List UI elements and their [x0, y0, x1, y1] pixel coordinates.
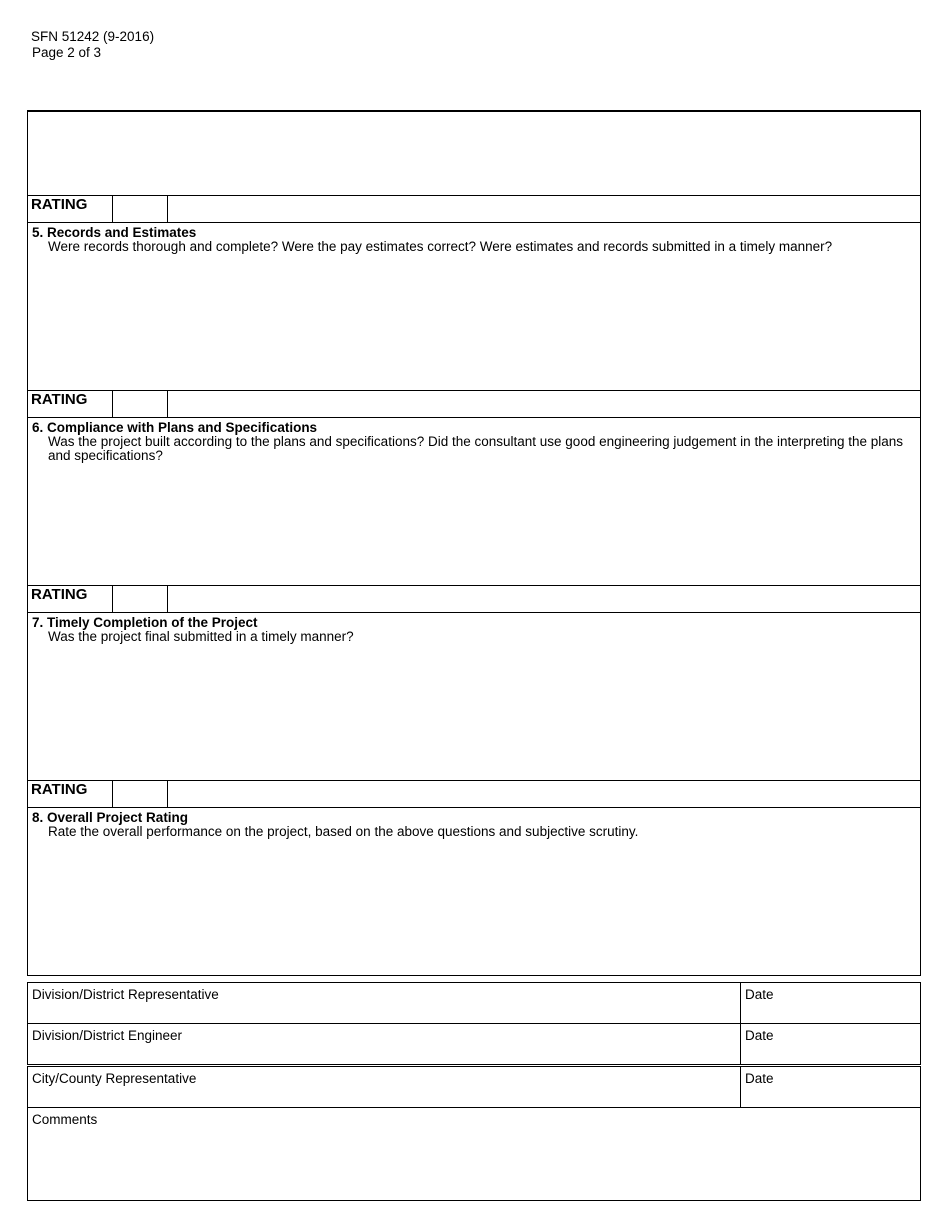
rating-row-section-7 — [27, 780, 921, 808]
date-label: Date — [745, 1071, 774, 1086]
section-question: Was the project built according to the plans and specifications? Did the consultant use good engineering judgement in the interpreting the plans and specifications? — [48, 434, 904, 463]
rating-input-section-5[interactable] — [112, 390, 168, 418]
date-label: Date — [745, 1028, 774, 1043]
rating-label: RATING — [31, 196, 88, 213]
section-title: 8. Overall Project Rating — [32, 810, 189, 825]
rating-label: RATING — [31, 586, 88, 603]
rating-label: RATING — [31, 391, 88, 408]
form-number: SFN 51242 (9-2016) — [31, 29, 155, 44]
signature-row-division-engineer[interactable] — [27, 1023, 921, 1065]
page-number: Page 2 of 3 — [32, 45, 102, 60]
section-timely-completion[interactable] — [27, 612, 921, 781]
section-title: 6. Compliance with Plans and Specifications — [32, 420, 318, 435]
date-label: Date — [745, 987, 774, 1002]
comments-label: Comments — [32, 1112, 98, 1127]
section-compliance-plans[interactable] — [27, 417, 921, 586]
section-records-estimates[interactable] — [27, 222, 921, 391]
rating-row-section-4 — [27, 195, 921, 223]
previous-section-answer-area[interactable] — [27, 110, 921, 196]
section-overall-rating[interactable] — [27, 807, 921, 976]
date-divider — [740, 1024, 741, 1064]
rating-input-section-4[interactable] — [112, 195, 168, 223]
rating-row-section-6 — [27, 585, 921, 613]
comments-box[interactable] — [27, 1107, 921, 1201]
section-title: 7. Timely Completion of the Project — [32, 615, 258, 630]
date-divider — [740, 983, 741, 1023]
rating-input-section-7[interactable] — [112, 780, 168, 808]
rating-row-section-5 — [27, 390, 921, 418]
signature-row-city-county-representative[interactable] — [27, 1066, 921, 1108]
section-title: 5. Records and Estimates — [32, 225, 197, 240]
signature-label: City/County Representative — [32, 1071, 197, 1086]
date-divider — [740, 1067, 741, 1107]
signature-label: Division/District Engineer — [32, 1028, 183, 1043]
rating-label: RATING — [31, 781, 88, 798]
section-question: Was the project final submitted in a timely manner? — [48, 629, 354, 644]
signature-label: Division/District Representative — [32, 987, 219, 1002]
signature-row-division-representative[interactable] — [27, 982, 921, 1024]
rating-input-section-6[interactable] — [112, 585, 168, 613]
section-question: Rate the overall performance on the project, based on the above questions and subjective scrutiny. — [48, 824, 639, 839]
section-question: Were records thorough and complete? Were the pay estimates correct? Were estimates and records submitted in a timely manner? — [48, 239, 833, 254]
